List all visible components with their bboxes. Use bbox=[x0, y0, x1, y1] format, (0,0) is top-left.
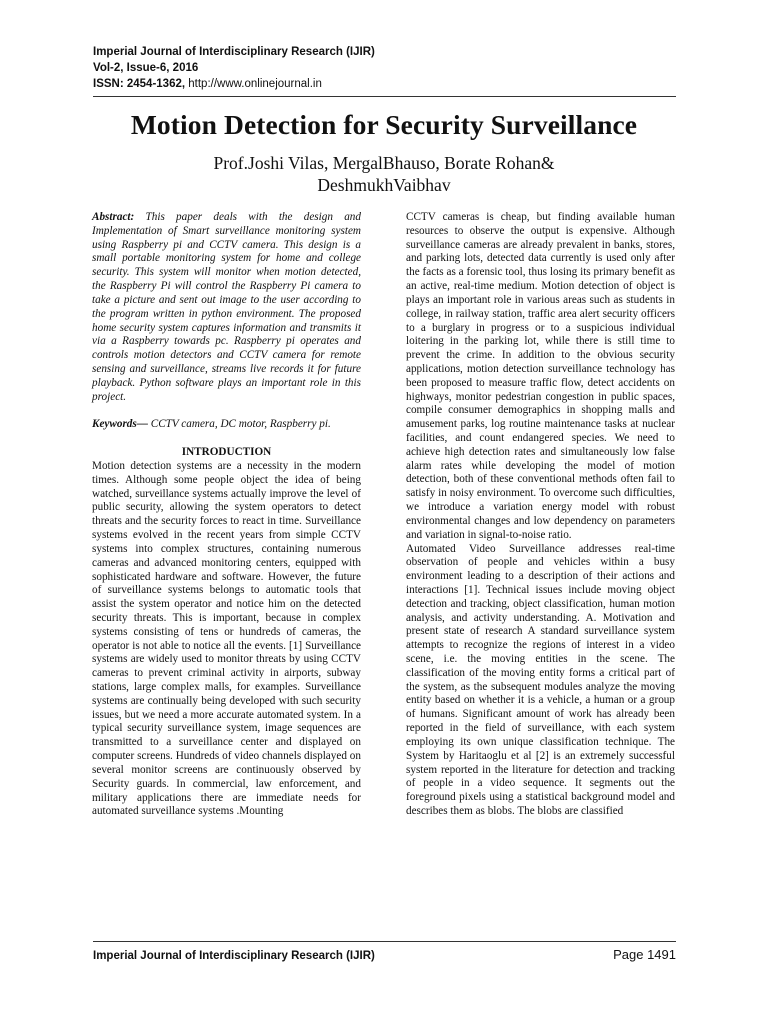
journal-issn-line bbox=[93, 76, 375, 92]
abstract-text: This paper deals with the design and Implementation of Smart surveillance monitoring system using Raspberry pi and CCTV camera. This design is a small portable monitoring system for home and college security. This system will monitor when motion detected, the Raspberry Pi will control the Raspberry Pi camera to take a picture and sent out image to the user according to the program written in python environment. The proposed home security system captures information and transmits it via a Raspberry towards pc. Raspberry pi operates and controls motion detectors and CCTV camera for remote sensing and surveillance, streams live records it for future playback. Python software plays an important role in this project. bbox=[92, 211, 361, 403]
authors-line-1: Prof.Joshi Vilas, MergalBhauso, Borate Rohan& bbox=[213, 153, 555, 173]
paper-authors bbox=[120, 152, 648, 196]
right-column bbox=[406, 211, 675, 819]
left-column bbox=[92, 211, 361, 819]
journal-volume: Vol-2, Issue-6, 2016 bbox=[93, 62, 199, 74]
footer-journal: Imperial Journal of Interdisciplinary Research (IJIR) bbox=[93, 950, 375, 962]
journal-header bbox=[93, 44, 375, 92]
introduction-paragraph: Motion detection systems are a necessity in the modern times. Although some people object the idea of being watched, surveillance systems actually improve the level of public security, allowing the system operators to detect threats and the security forces to react in time. Surveillance systems evolved in the recent years from simple CCTV systems into complex structures, containing numerous cameras and advanced monitoring centers, equipped with sophisticated hardware and software. However, the future of surveillance systems belongs to automatic tools that assist the system operator and notice him on the detected security threats. This is important, because in complex systems consisting of tens or hundreds of cameras, the operator is not able to notice all the events. [1] Surveillance systems are widely used to monitor threats by using CCTV cameras to prevent criminal activity in airports, subway stations, large complex malls, for examples. Surveillance systems are continually being developed with such security issues, but we need a more accurate automated system. In a typical security surveillance system, image sequences are transmitted to a surveillance center and displayed on computer screens. Hundreds of video channels displayed on several monitor screens are continuously observed by Security guards. In commercial, law enforcement, and military applications there are immediate needs for automated surveillance systems .Mounting bbox=[92, 460, 361, 818]
keywords bbox=[92, 418, 361, 432]
journal-url: http://www.onlinejournal.in bbox=[185, 78, 322, 90]
journal-name: Imperial Journal of Interdisciplinary Research (IJIR) bbox=[93, 46, 375, 58]
keywords-text: CCTV camera, DC motor, Raspberry pi. bbox=[147, 418, 331, 431]
body-paragraph-2: Automated Video Surveillance addresses real-time observation of people and vehicles within a busy environment leading to a description of their actions and interactions [1]. Technical issues include moving object detection and tracking, object classification, human motion analysis, and activity understanding. A. Motivation and present state of research A standard surveillance system attempts to recognize the regions of interest in a video scene, i.e. the moving entities in the scene. The classification of the moving entity forms a critical part of the system, as the subsequent modules analyze the moving entity based on whether it is a vehicle, a human or a group of humans. Significant amount of work has already been reported in the field of surveillance, with each system employing its own unique classification technique. The System by Haritaoglu et al [2] is an extremely successful system reported in the literature for detection and tracking of people in a video sequence. It segments out the foreground pixels using a statistical background model and describes them as blobs. The blobs are classified bbox=[406, 542, 675, 817]
abstract-label: Abstract: bbox=[92, 211, 135, 223]
paper-title: Motion Detection for Security Surveillance bbox=[130, 109, 638, 140]
page-number: Page 1491 bbox=[613, 947, 676, 962]
abstract bbox=[92, 211, 361, 404]
authors-line-2: DeshmukhVaibhav bbox=[317, 175, 451, 195]
header-rule bbox=[93, 96, 676, 97]
keywords-label: Keywords— bbox=[92, 418, 148, 431]
body-paragraph-1: CCTV cameras is cheap, but finding available human resources to observe the output is expensive. Although surveillance cameras are already prevalent in banks, stores, and parking lots, detected data currently is used only after the facts as a forensic tool, thus losing its primary benefit as an active, real-time medium. Motion detection of object is plays an important role in various areas such as students in college, in railway station, traffic area alert security officers to a burglary in progress or to a suspicious individual loitering in the parking lot, while there is still time to prevent the crime. In addition to the obvious security applications, motion detection surveillance technology has been proposed to measure traffic flow, detect accidents on highways, monitor pedestrian congestion in public spaces, compile consumer demographics in shopping malls and amusement parks, log routine maintenance tasks at nuclear facilities, and count endangered species. We need to achieve high detection rates and simultaneously low false alarm rates while developing the model of motion detection, both of these conventional methods often fail to satisfy in noisy environment. To overcome such difficulties, we introduce a variation energy model with robust environmental changes and low dependency on parameters and variation in signal-to-noise ratio. bbox=[406, 211, 675, 541]
footer-rule bbox=[93, 941, 676, 942]
introduction-heading: INTRODUCTION bbox=[181, 446, 272, 459]
journal-issn: ISSN: 2454-1362, bbox=[93, 78, 186, 90]
